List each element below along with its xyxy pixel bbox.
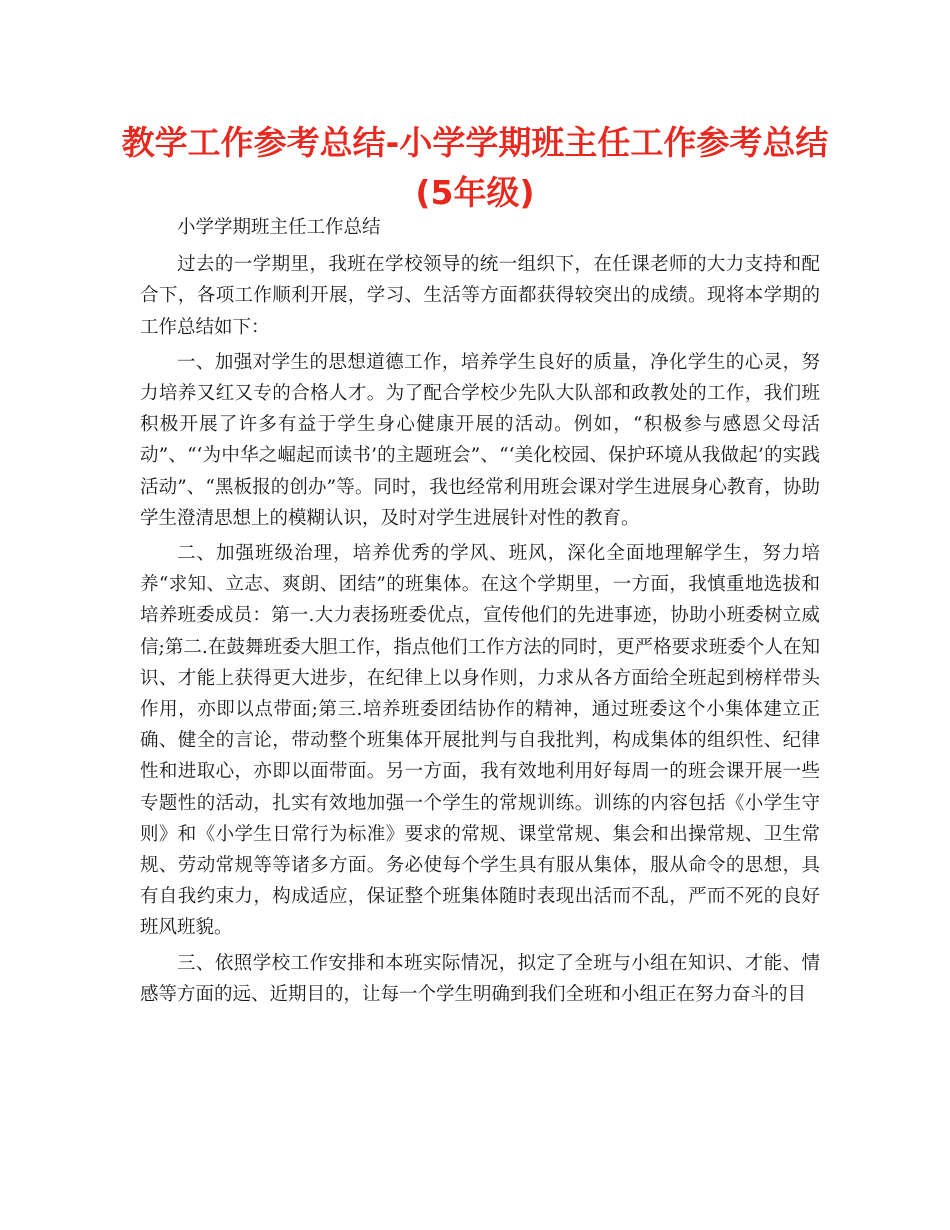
document-subtitle: 小学学期班主任工作总结: [177, 217, 381, 238]
paragraph-section-3: 三、依照学校工作安排和本班实际情况，拟定了全班与小组在知识、才能、情感等方面的远、近期目的，让每一个学生明确到我们全班和小组正在努力奋斗的目: [140, 952, 820, 1005]
document-title: 教学工作参考总结-小学学期班主任工作参考总结(5年级): [121, 123, 829, 212]
paragraph-section-1: 一、加强对学生的思想道德工作，培养学生良好的质量，净化学生的心灵，努力培养又红又专的合格人才。为了配合学校少先队大队部和政教处的工作，我们班积极开展了许多有益于学生身心健康开展的活动。例如，“积极参与感恩父母活动”、“‘为中华之崛起而读书’的主题班会”、“‘美化校园、保护环境从我做起’的实践活动”、“黑板报的创办”等。同时，我也经常利用班会课对学生进展身心教育，协助学生澄清思想上的模糊认识，及时对学生进展针对性的教育。: [140, 351, 820, 529]
paragraph-intro: 过去的一学期里，我班在学校领导的统一组织下，在任课老师的大力支持和配合下，各项工作顺利开展，学习、生活等方面都获得较突出的成绩。现将本学期的工作总结如下：: [140, 254, 820, 338]
paragraph-section-2: 二、加强班级治理，培养优秀的学风、班风，深化全面地理解学生，努力培养“求知、立志、爽朗、团结”的班集体。在这个学期里，一方面，我慎重地选拔和培养班委成员：第一.大力表扬班委优点，宣传他们的先进事迹，协助小班委树立威信;第二.在鼓舞班委大胆工作，指点他们工作方法的同时，更严格要求班委个人在知识、才能上获得更大进步，在纪律上以身作则，力求从各方面给全班起到榜样带头作用，亦即以点带面;第三.培养班委团结协作的精神，通过班委这个小集体建立正确、健全的言论，带动整个班集体开展批判与自我批判，构成集体的组织性、纪律性和进取心，亦即以面带面。另一方面，我有效地利用好每周一的班会课开展一些专题性的活动，扎实有效地加强一个学生的常规训练。训练的内容包括《小学生守则》和《小学生日常行为标准》要求的常规、课堂常规、集会和出操常规、卫生常规、劳动常规等等诸多方面。务必使每个学生具有服从集体，服从命令的思想，具有自我约束力，构成适应，保证整个班集体随时表现出活而不乱，严而不死的良好班风班貌。: [140, 543, 820, 939]
document-body: [140, 212, 820, 1010]
